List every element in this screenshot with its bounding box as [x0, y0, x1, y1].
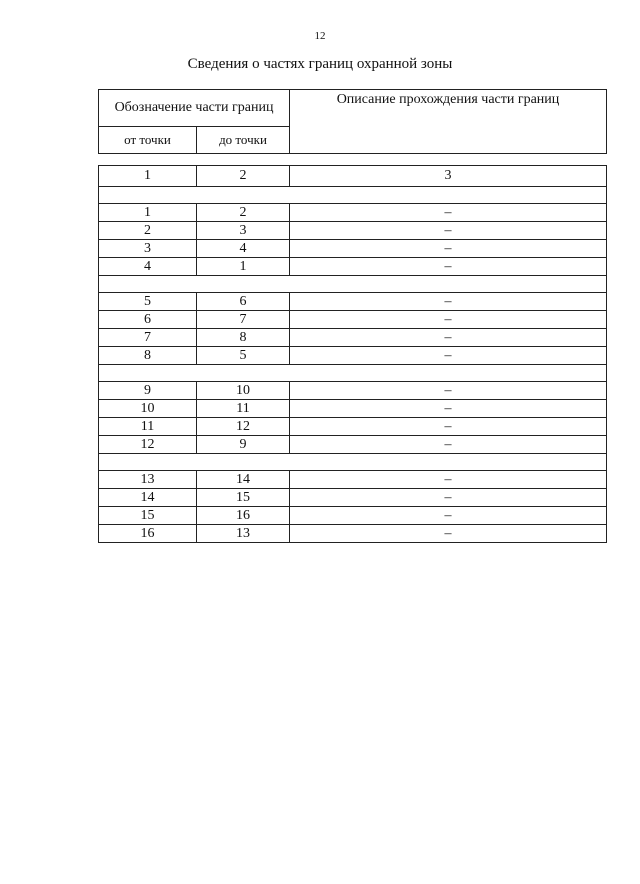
description-cell: – [290, 418, 607, 436]
description-cell: – [290, 293, 607, 311]
to-point-cell: 16 [197, 507, 290, 525]
page-number: 12 [314, 30, 326, 42]
from-point-cell: 14 [99, 489, 197, 507]
to-point-cell: 15 [197, 489, 290, 507]
description-cell: – [290, 436, 607, 454]
to-point-cell: 2 [197, 204, 290, 222]
to-point-cell: 3 [197, 222, 290, 240]
table-row [99, 525, 607, 543]
table-row [99, 436, 607, 454]
table-row [99, 293, 607, 311]
designation-header: Обозначение части границ [99, 90, 290, 127]
from-point-cell: 11 [99, 418, 197, 436]
group-separator [99, 365, 607, 382]
from-point-cell: 9 [99, 382, 197, 400]
group-separator [99, 454, 607, 471]
from-point-cell: 2 [99, 222, 197, 240]
description-cell: – [290, 240, 607, 258]
from-point-header: от точки [99, 127, 197, 154]
group-separator [99, 187, 607, 204]
to-point-cell: 7 [197, 311, 290, 329]
to-point-cell: 13 [197, 525, 290, 543]
description-cell: – [290, 400, 607, 418]
to-point-cell: 12 [197, 418, 290, 436]
description-cell: – [290, 525, 607, 543]
from-point-cell: 1 [99, 204, 197, 222]
table-row [99, 258, 607, 276]
column-number-2: 2 [197, 166, 290, 187]
group-separator [99, 276, 607, 293]
description-cell: – [290, 204, 607, 222]
from-point-cell: 12 [99, 436, 197, 454]
from-point-cell: 10 [99, 400, 197, 418]
column-number-1: 1 [99, 166, 197, 187]
document-title: Сведения о частях границ охранной зоны [187, 56, 453, 72]
description-cell: – [290, 507, 607, 525]
table-row [99, 400, 607, 418]
table-row [99, 222, 607, 240]
description-cell: – [290, 329, 607, 347]
description-cell: – [290, 222, 607, 240]
from-point-cell: 5 [99, 293, 197, 311]
description-cell: – [290, 471, 607, 489]
table-row [99, 311, 607, 329]
header-gap [99, 154, 607, 166]
table-row [99, 489, 607, 507]
to-point-cell: 8 [197, 329, 290, 347]
from-point-cell: 13 [99, 471, 197, 489]
table-row [99, 382, 607, 400]
from-point-cell: 3 [99, 240, 197, 258]
from-point-cell: 16 [99, 525, 197, 543]
table-row [99, 347, 607, 365]
table-row [99, 471, 607, 489]
description-cell: – [290, 347, 607, 365]
to-point-cell: 10 [197, 382, 290, 400]
column-number-3: 3 [290, 166, 607, 187]
to-point-cell: 5 [197, 347, 290, 365]
from-point-cell: 4 [99, 258, 197, 276]
to-point-cell: 11 [197, 400, 290, 418]
table-row [99, 418, 607, 436]
description-cell: – [290, 382, 607, 400]
table-row [99, 240, 607, 258]
from-point-cell: 15 [99, 507, 197, 525]
description-header: Описание прохождения части границ [290, 90, 607, 154]
description-cell: – [290, 489, 607, 507]
boundary-parts-table [98, 89, 607, 543]
to-point-cell: 6 [197, 293, 290, 311]
table-row [99, 329, 607, 347]
description-cell: – [290, 311, 607, 329]
from-point-cell: 6 [99, 311, 197, 329]
description-cell: – [290, 258, 607, 276]
from-point-cell: 7 [99, 329, 197, 347]
table-row [99, 507, 607, 525]
to-point-cell: 4 [197, 240, 290, 258]
to-point-cell: 14 [197, 471, 290, 489]
from-point-cell: 8 [99, 347, 197, 365]
to-point-cell: 1 [197, 258, 290, 276]
to-point-header: до точки [197, 127, 290, 154]
to-point-cell: 9 [197, 436, 290, 454]
table-row [99, 204, 607, 222]
